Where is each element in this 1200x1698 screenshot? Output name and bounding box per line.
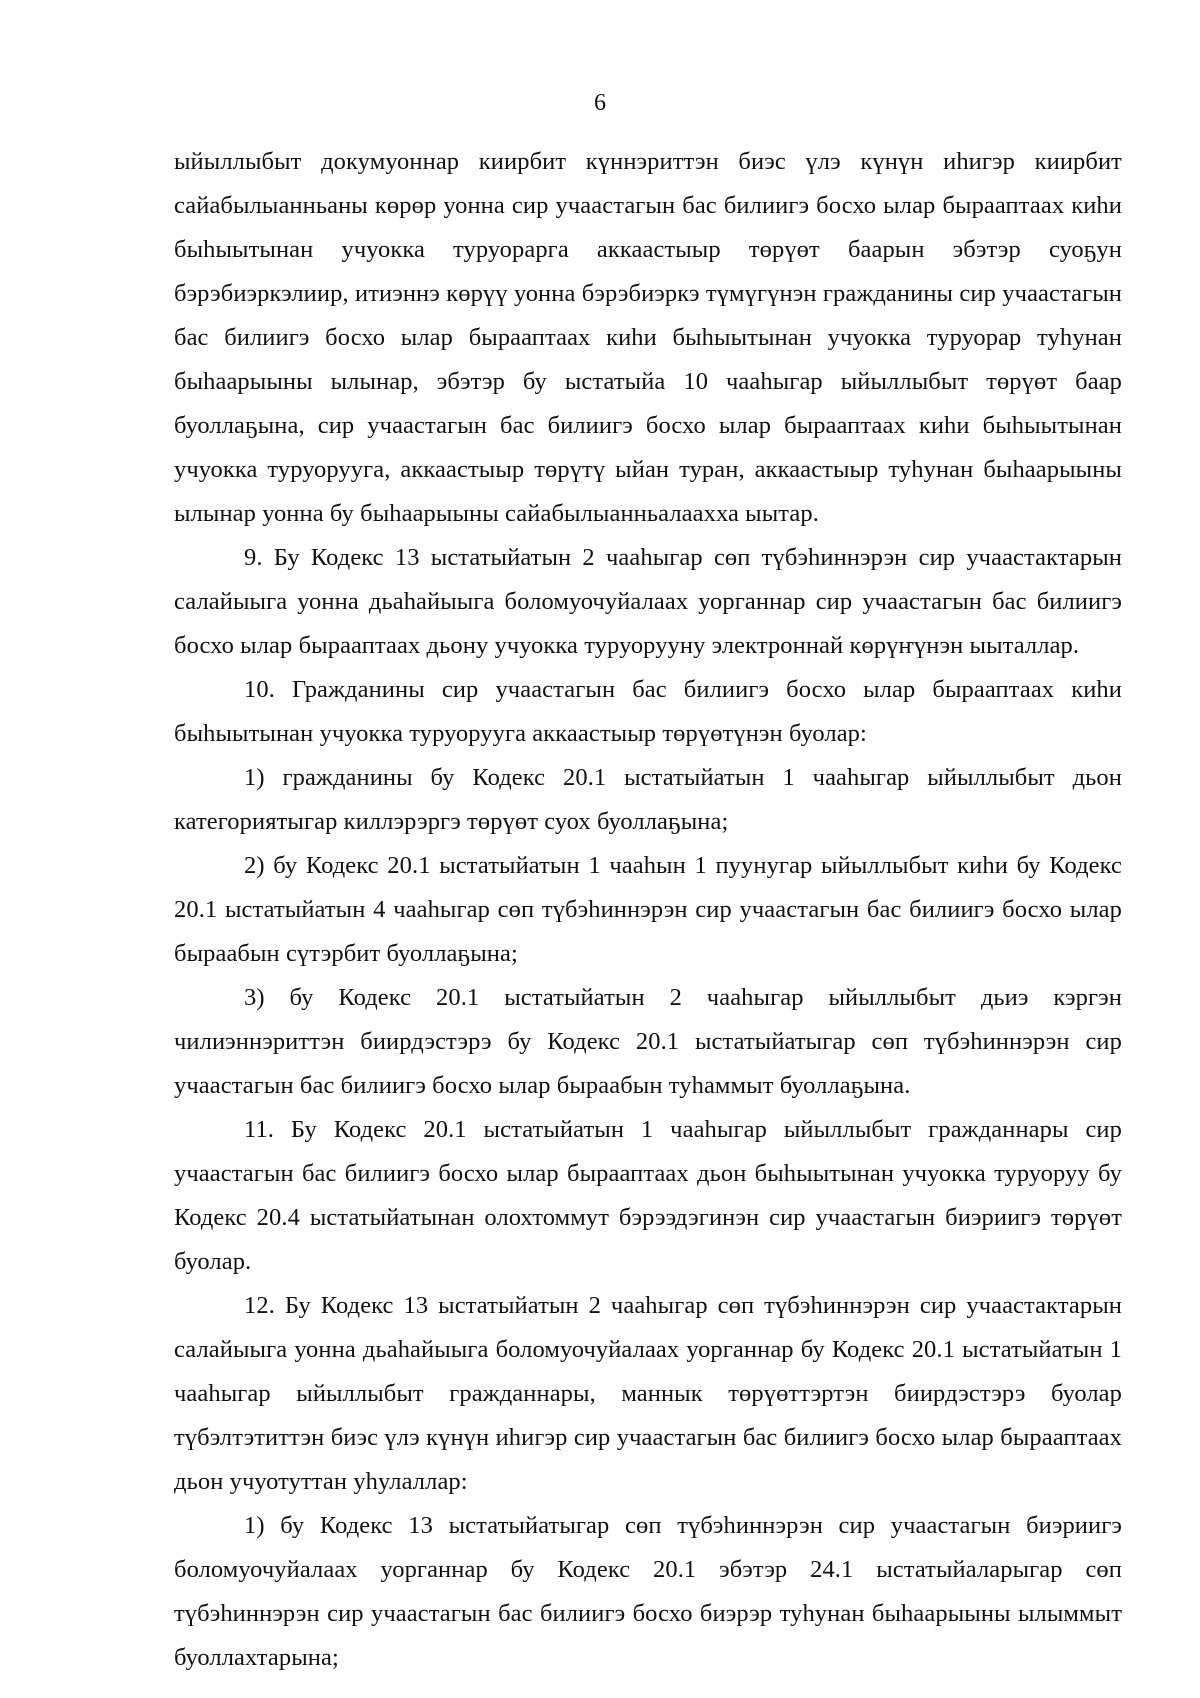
paragraph-subitem-12-1: 1) бу Кодекс 13 ыстатыйатыгар сөп түбэһиннэрэн сир учаастагын биэриигэ боломуочуйалаах уорганнар бу Кодекс 20.1 эбэтэр 24.1 ыстатыйаларыгар сөп түбэһиннэрэн сир учаастагын бас билиигэ босхо биэрэр туһунан быһаарыыны ылыммыт буоллахтарына; xyxy=(174,1512,1122,1671)
paragraph-item-10: 10. Гражданины сир учаастагын бас билиигэ босхо ылар бырааптаах киһи быһыытынан учуокка туруорууга аккаастыыр төрүөтүнэн буолар: xyxy=(174,676,1122,747)
paragraph-item-9: 9. Бу Кодекс 13 ыстатыйатын 2 чааһыгар сөп түбэһиннэрэн сир учаастактарын салайыыга уонна дьаһайыыга боломуочуйалаах уорганнар сир учаастагын бас билиигэ босхо ылар бырааптаах дьону учуокка туруорууну электроннай көрүҥүнэн ыыталлар. xyxy=(174,544,1122,659)
paragraph-item-12: 12. Бу Кодекс 13 ыстатыйатын 2 чааһыгар сөп түбэһиннэрэн сир учаастактарын салайыыга уонна дьаһайыыга боломуочуйалаах уорганнар бу Кодекс 20.1 ыстатыйатын 1 чааһыгар ыйыллыбыт гражданнары, маннык төрүөттэртэн биирдэстэрэ буолар түбэлтэтиттэн биэс үлэ күнүн иһигэр сир учаастагын бас билиигэ босхо ылар бырааптаах дьон учуотуттан уһулаллар: xyxy=(174,1292,1122,1495)
paragraph-continuation: ыйыллыбыт докумуоннар киирбит күннэриттэн биэс үлэ күнүн иһигэр киирбит сайабылыанньаны көрөр уонна сир учаастагын бас билиигэ босхо ылар бырааптаах киһи быһыытынан учуокка туруорарга аккаастыыр төрүөт баарын эбэтэр суоҕун бэрэбиэркэлиир, итиэннэ көрүү уонна бэрэбиэркэ түмүгүнэн гражданины сир учаастагын бас билиигэ босхо ылар бырааптаах киһи быһыытынан учуокка туруорар туһунан быһаарыыны ылынар, эбэтэр бу ыстатыйа 10 чааһыгар ыйыллыбыт төрүөт баар буоллаҕына, сир учаастагын бас билиигэ босхо ылар бырааптаах киһи быһыытынан учуокка туруорууга, аккаастыыр төрүтү ыйан туран, аккаастыыр туһунан быһаарыыны ылынар уонна бу быһаарыыны сайабылыанньалаахха ыытар. xyxy=(174,148,1122,527)
paragraph-subitem-10-1: 1) гражданины бу Кодекс 20.1 ыстатыйатын 1 чааһыгар ыйыллыбыт дьон категориятыгар киллэрэргэ төрүөт суох буоллаҕына; xyxy=(174,764,1122,835)
paragraph-subitem-10-3: 3) бу Кодекс 20.1 ыстатыйатын 2 чааһыгар ыйыллыбыт дьиэ кэргэн чилиэннэриттэн биирдэстэрэ бу Кодекс 20.1 ыстатыйатыгар сөп түбэһиннэрэн сир учаастагын бас билиигэ босхо ылар быраабын туһаммыт буоллаҕына. xyxy=(174,984,1122,1099)
page-number: 6 xyxy=(594,90,606,116)
paragraph-subitem-10-2: 2) бу Кодекс 20.1 ыстатыйатын 1 чааһын 1 пуунугар ыйыллыбыт киһи бу Кодекс 20.1 ыстатыйатын 4 чааһыгар сөп түбэһиннэрэн сир учаастагын бас билиигэ босхо ылар быраабын сүтэрбит буоллаҕына; xyxy=(174,852,1122,967)
paragraph-item-11: 11. Бу Кодекс 20.1 ыстатыйатын 1 чааһыгар ыйыллыбыт гражданнары сир учаастагын бас билиигэ босхо ылар бырааптаах дьон быһыытынан учуокка туруоруу бу Кодекс 20.4 ыстатыйатынан олохтоммут бэрээдэгинэн сир учаастагын биэриигэ төрүөт буолар. xyxy=(174,1116,1122,1275)
document-body xyxy=(174,140,1122,1680)
